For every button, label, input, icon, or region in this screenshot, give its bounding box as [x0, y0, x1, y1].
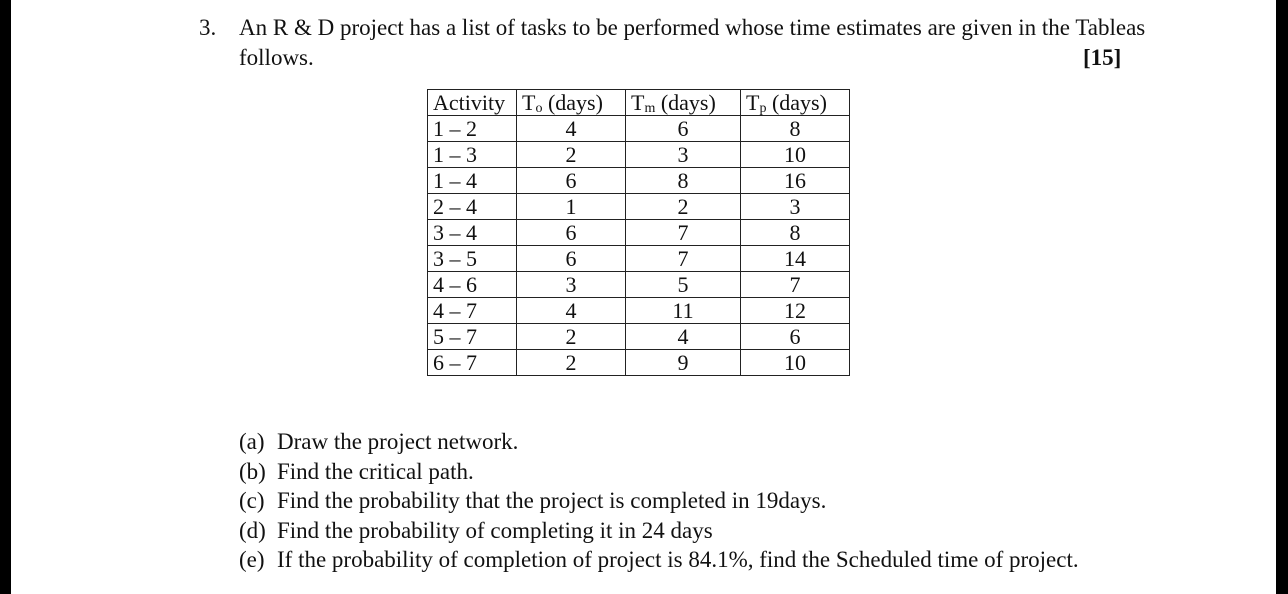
part-label: (e): [239, 547, 265, 572]
table-row: [428, 298, 850, 324]
cell-tm: 2: [626, 194, 741, 220]
table-row: [428, 194, 850, 220]
header-optimistic-time: $T_o$ (days): [517, 90, 626, 116]
question-part-b: [239, 457, 1079, 487]
part-text: Find the critical path.: [277, 458, 474, 484]
cell-tm: 8: [626, 168, 741, 194]
table-row: [428, 246, 850, 272]
cell-tm: 9: [626, 350, 741, 376]
cell-activity: 3 – 4: [428, 220, 517, 246]
part-text: Find the probability that the project is completed in 19days.: [277, 488, 827, 513]
cell-tp: 10: [741, 350, 850, 376]
question-number: 3.: [199, 15, 217, 40]
part-text: Draw the project network.: [277, 429, 519, 454]
cell-tp: 16: [741, 168, 850, 194]
cell-to: 3: [517, 272, 626, 298]
table-row: [428, 142, 850, 168]
table-row: [428, 272, 850, 298]
cell-to: 1: [517, 194, 626, 220]
cell-activity: 1 – 4: [428, 168, 517, 194]
cell-activity: 5 – 7: [428, 324, 517, 350]
cell-tp: 12: [741, 298, 850, 324]
table-row: [428, 116, 850, 142]
table-row: [428, 220, 850, 246]
part-label: (a): [239, 429, 265, 454]
cell-activity: 4 – 6: [428, 272, 517, 298]
cell-activity: 1 – 3: [428, 142, 517, 168]
question-text-line1: An R & D project has a list of tasks to be performed whose time estimates are given in the Tableas: [239, 15, 1146, 40]
cell-tp: 6: [741, 324, 850, 350]
cell-activity: 6 – 7: [428, 350, 517, 376]
part-text: Find the probability of completing it in 24 days: [277, 517, 713, 543]
cell-activity: 4 – 7: [428, 298, 517, 324]
document-page: [11, 0, 1276, 594]
table-row: [428, 350, 850, 376]
cell-to: 2: [517, 142, 626, 168]
table-row: [428, 168, 850, 194]
cell-to: 6: [517, 168, 626, 194]
cell-activity: 3 – 5: [428, 246, 517, 272]
part-text: If the probability of completion of project is 84.1%, find the Scheduled time of project.: [277, 547, 1079, 572]
cell-tm: 3: [626, 142, 741, 168]
cell-to: 4: [517, 116, 626, 142]
header-pessimistic-time: $T_p$ (days): [741, 90, 850, 116]
table-header-row: [428, 90, 850, 116]
question-text-line2: follows.: [239, 45, 314, 70]
cell-tp: 3: [741, 194, 850, 220]
header-most-likely-time: $T_m$ (days): [626, 90, 741, 116]
cell-activity: 1 – 2: [428, 116, 517, 142]
cell-to: 4: [517, 298, 626, 324]
cell-to: 2: [517, 324, 626, 350]
cell-to: 6: [517, 220, 626, 246]
part-label: (b): [239, 458, 266, 484]
cell-tm: 4: [626, 324, 741, 350]
cell-tm: 11: [626, 298, 741, 324]
cell-tp: 7: [741, 272, 850, 298]
header-activity: Activity: [428, 90, 517, 116]
cell-tp: 10: [741, 142, 850, 168]
part-label: (d): [239, 517, 266, 543]
cell-to: 6: [517, 246, 626, 272]
part-label: (c): [239, 488, 265, 513]
cell-tp: 8: [741, 116, 850, 142]
cell-tm: 7: [626, 246, 741, 272]
question-part-d: [239, 516, 1079, 546]
cell-activity: 2 – 4: [428, 194, 517, 220]
cell-tm: 7: [626, 220, 741, 246]
question-part-a: [239, 427, 1079, 457]
cell-to: 2: [517, 350, 626, 376]
table-row: [428, 324, 850, 350]
cell-tp: 14: [741, 246, 850, 272]
question-parts-list: [239, 427, 1079, 575]
cell-tm: 5: [626, 272, 741, 298]
cell-tp: 8: [741, 220, 850, 246]
cell-tm: 6: [626, 116, 741, 142]
question-part-c: [239, 486, 1079, 516]
time-estimates-table: [427, 89, 850, 376]
question-part-e: [239, 545, 1079, 575]
question-marks: [15]: [1083, 45, 1122, 70]
